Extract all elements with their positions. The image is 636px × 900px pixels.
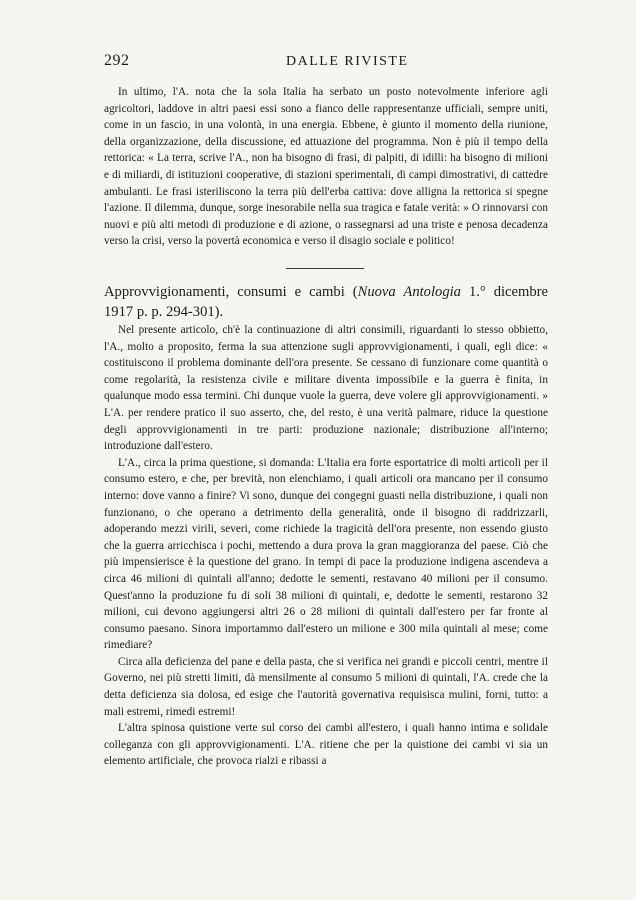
article-paragraph: L'altra spinosa quistione verte sul corso dei cambi all'estero, i quali hanno intima e solidale colleganza con gli approvvigionamenti. L'A. ritiene che per la quistione dei cambi vi sia un elemento artificiale, che provoca rialzi e ribassi a bbox=[104, 722, 548, 768]
page-number: 292 bbox=[104, 52, 130, 69]
article-reference: 1.° dicembre 1917 p. p. 294-301). bbox=[104, 284, 548, 320]
article-paragraph: Nel presente articolo, ch'è la continuazione di altri consimili, riguardanti lo stesso obbietto, l'A., molto a proposito, ferma la sua attenzione sugli approvvigionamenti, i quali, egli dice: « costituiscono il problema dominante dell'ora presente. Se cessano di funzionare come quantità o come regolarità, la resistenza civile e militare diventa impossibile e la guerra è finita, in qualunque modo essa termini. Chi dunque vuole la guerra, deve volere gli approvvigionamenti. » L'A. per rendere pratico il suo asserto, che, del resto, è una verità palmare, riduce la questione degli approvvigionamenti in tre parti: produzione nazionale; distribuzione all'interno; introduzione dall'estero. bbox=[104, 324, 548, 453]
article-paragraph: Circa alla deficienza del pane e della pasta, che si verifica nei grandi e piccoli centri, mentre il Governo, nei più stretti limiti, dà mensilmente al consumo 5 milioni di quintali, l'A. crede che la detta deficienza sia dolosa, ed esige che l'autorità governativa requisisca mulini, forni, tutto: a mali estremi, rimedi estremi! bbox=[104, 655, 548, 718]
running-head: DALLE RIVISTE bbox=[286, 54, 409, 69]
intro-paragraph: In ultimo, l'A. nota che la sola Italia ha serbato un posto notevolmente inferiore agli agricoltori, laddove in altri paesi essi sono a fianco delle rappresentanze ufficiali, sempre uniti, come in un fascio, in una volontà, in una energia. Ebbene, è giunto il momento della riunione, della organizzazione, della discussione, ed attuazione del programma. Non è più il tempo della rettorica: « La terra, scrive l'A., non ha bisogno di frasi, di palpiti, di idilli: ha bisogno di milioni e di miliardi, di istituzioni cooperative, di stazioni sperimentali, di campi dimostrativi, di cattedre ambulanti. Le frasi isteriliscono la terra più dell'erba cattiva: dove alligna la rettorica si spegne l'azione. Il dilemma, dunque, sorge inesorabile nella sua tragica e fatale verità: » O rinnovarsi con nuovi e più alti metodi di produzione e di azione, o rassegnarsi ad una triste e penosa decadenza verso la crisi, verso la povertà economica e verso il disagio sociale e politico! bbox=[104, 86, 548, 248]
section-divider bbox=[286, 268, 364, 269]
page-header bbox=[104, 52, 548, 72]
article-title-main: Approvvigionamenti, consumi e cambi bbox=[104, 284, 345, 300]
article-paragraph: L'A., circa la prima questione, si domanda: L'Italia era forte esportatrice di molti articoli per il consumo estero, e che, per brevità, non elenchiamo, i quali articoli ora mancano per il consumo interno: dove vanno a finire? Vi sono, dunque dei congegni guasti nella distribuzione, i quali non funzionano, o che operano a detrimento della generalità, onde il bisogno di raddrizzarli, adoperando mezzi virili, severi, come richiede la tragicità dell'ora presente, non essendo giusto che la guerra arricchisca i pochi, mettendo a dura prova la gran maggioranza del paese. Ciò che più impensierisce è la questione del grano. In tempi di pace la produzione indigena ascendeva a circa 46 milioni di quintali all'anno; dedotte le sementi, restavano 40 milioni per il consumo. Quest'anno la produzione fu di soli 38 milioni di quintali, e, dedotte le sementi, restarono 32 milioni, cui devono aggiungersi altri 26 o 28 milioni di quintali dall'estero per far fronte al consumo paesano. Sinora importammo dall'estero un milione e 300 mila quintali al mese; come rimediare? bbox=[104, 456, 548, 652]
article-body bbox=[104, 322, 548, 770]
article-title bbox=[104, 282, 548, 322]
article-title-open: ( bbox=[352, 284, 358, 300]
intro-paragraph-block bbox=[104, 84, 548, 250]
article-source: Nuova Antologia bbox=[357, 284, 461, 300]
